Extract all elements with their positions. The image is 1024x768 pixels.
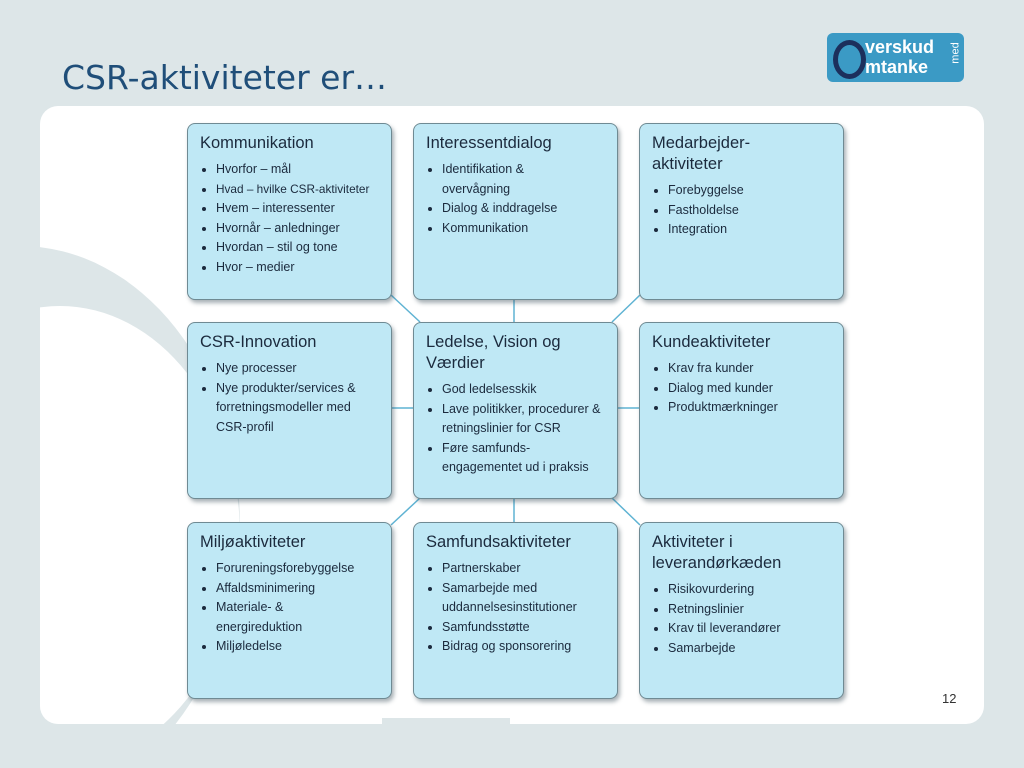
box-item: • Hvordan – stil og tone	[216, 238, 379, 258]
logo-small-text: med	[949, 42, 962, 64]
box-item: • Materiale- & energireduktion	[216, 598, 326, 637]
box-item: • Dialog & inddragelse	[442, 199, 605, 219]
box-title: Ledelse, Vision og Værdier	[426, 333, 561, 372]
box-item: • Lave politikker, procedurer & retningslinier for CSR	[442, 400, 605, 439]
box-item: • Dialog med kunder	[668, 379, 831, 399]
box-ledelse-vision-vaerdier	[413, 322, 618, 499]
box-miljoeaktiviteter	[187, 522, 392, 699]
box-title: Kommunikation	[200, 134, 314, 152]
box-item: • Affaldsminimering	[216, 579, 379, 599]
box-item: • Hvad – hvilke CSR-aktiviteter	[216, 180, 379, 200]
box-item: • Krav fra kunder	[668, 359, 831, 379]
connector-line	[391, 498, 420, 525]
box-item: • Partnerskaber	[442, 559, 605, 579]
box-item: • Hvornår – anledninger	[216, 219, 379, 239]
box-item: • Hvem – interessenter	[216, 199, 379, 219]
box-item: • God ledelsesskik	[442, 380, 605, 400]
connector-line	[612, 295, 640, 322]
box-csr-innovation	[187, 322, 392, 499]
logo-line1: verskud	[865, 37, 935, 57]
box-item: • Krav til leverandører	[668, 619, 831, 639]
box-item: • Samarbejde	[668, 639, 831, 659]
box-title: Aktiviteter i leverandørkæden	[652, 533, 782, 572]
box-kundeaktiviteter	[639, 322, 844, 499]
box-title: Miljøaktiviteter	[200, 533, 306, 551]
box-item: • Nye produkter/services & forretningsmodeller med CSR-profil	[216, 379, 366, 438]
box-item: • Forureningsforebyggelse	[216, 559, 379, 579]
box-item: • Kommunikation	[442, 219, 605, 239]
box-kommunikation	[187, 123, 392, 300]
box-item: • Samfundsstøtte	[442, 618, 605, 638]
box-item: • Identifikation & overvågning	[442, 160, 562, 199]
box-item: • Forebyggelse	[668, 181, 831, 201]
box-item: • Retningslinier	[668, 600, 831, 620]
box-item: • Bidrag og sponsorering	[442, 637, 605, 657]
connector-line	[612, 498, 640, 525]
box-title: Interessentdialog	[426, 134, 552, 152]
box-title: Samfundsaktiviteter	[426, 533, 571, 551]
box-item: • Hvorfor – mål	[216, 160, 379, 180]
box-item: • Hvor – medier	[216, 258, 379, 278]
box-aktiviteter-leverandoerkaeden	[639, 522, 844, 699]
box-title: CSR-Innovation	[200, 333, 317, 351]
box-item: • Nye processer	[216, 359, 379, 379]
page-number: 12	[942, 691, 957, 706]
box-item: • Integration	[668, 220, 831, 240]
box-item: • Føre samfunds-engagementet ud i praksis	[442, 439, 602, 478]
box-item: • Miljøledelse	[216, 637, 379, 657]
box-item: • Fastholdelse	[668, 201, 831, 221]
box-item: • Produktmærkninger	[668, 398, 831, 418]
logo-line2: mtanke	[865, 57, 929, 77]
box-item: • Samarbejde med uddannelsesinstitutioner	[442, 579, 602, 618]
box-interessentdialog	[413, 123, 618, 300]
slide-title: CSR-aktiviteter er…	[62, 58, 388, 97]
box-medarbejderaktiviteter	[639, 123, 844, 300]
connector-line	[391, 295, 420, 322]
box-samfundsaktiviteter	[413, 522, 618, 699]
box-item: • Risikovurdering	[668, 580, 831, 600]
box-title: Medarbejder-aktiviteter	[652, 134, 751, 173]
box-title: Kundeaktiviteter	[652, 333, 771, 351]
